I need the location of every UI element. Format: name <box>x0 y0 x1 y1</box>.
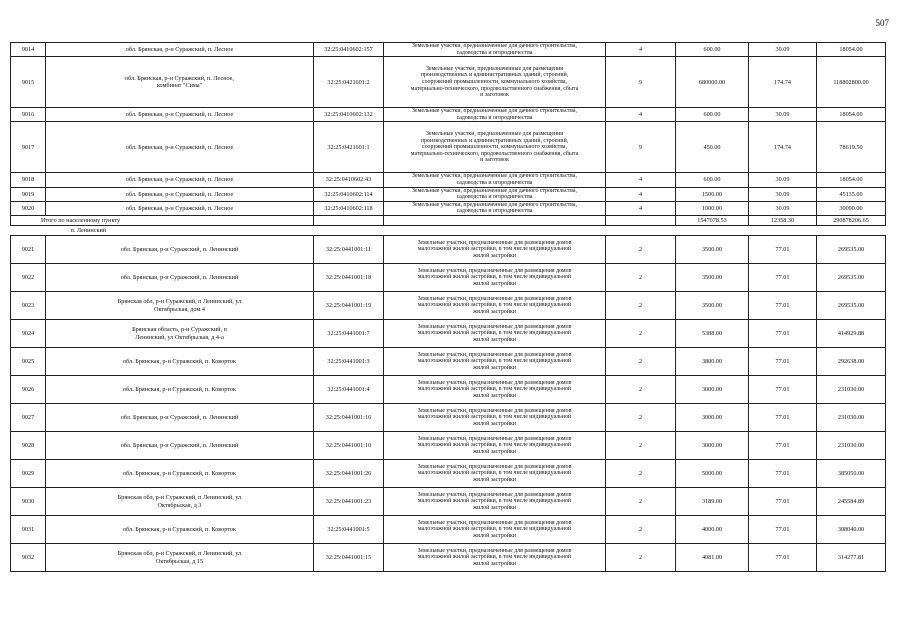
category-group: 2 <box>606 404 676 432</box>
category-group: 2 <box>606 376 676 404</box>
table-row <box>11 108 886 122</box>
area-value: 600.00 <box>676 43 749 57</box>
category-group: 2 <box>606 432 676 460</box>
rate-value: 174.74 <box>749 57 817 108</box>
address-cell-line: Октябрьская, д 3 <box>157 501 202 509</box>
address-cell-line: обл. Брянская, р-н Суражский, п. Коворток <box>123 358 236 366</box>
cadastral-number: 32:25:0410602:114 <box>314 187 384 201</box>
address-cell <box>46 488 314 516</box>
address-cell <box>46 187 314 201</box>
rate-value: 30.09 <box>749 201 817 215</box>
land-purpose-line: Земельные участки, предназначенные для дачного строительства, <box>412 201 577 208</box>
land-purpose-line: жилой застройки <box>473 504 516 511</box>
category-group: 2 <box>606 516 676 544</box>
address-cell-line: комбинат "Сима" <box>156 82 203 90</box>
address-cell-line: Брянская обл, р-н Суражский, п Ленинский, ул <box>117 494 242 502</box>
area-value: 1500.00 <box>676 187 749 201</box>
land-purpose-line: производственных и административных зданий, строений, <box>420 137 569 144</box>
cadastral-number: 32:25:0441001:18 <box>314 264 384 292</box>
table-row <box>11 264 886 292</box>
row-id: 9019 <box>11 187 46 201</box>
row-id: 9027 <box>11 404 46 432</box>
table-row <box>11 57 886 108</box>
land-purpose-line: Земельные участки, предназначенные для размещения домов <box>417 267 572 274</box>
land-purpose <box>384 348 606 376</box>
cadastral-number: 32:25:0441001:5 <box>314 516 384 544</box>
area-value: 3000.00 <box>676 376 749 404</box>
locality-heading: п. Ленинский <box>70 227 107 235</box>
cadastral-number: 32:25:0441001:4 <box>314 376 384 404</box>
cadastral-value: 292638.00 <box>817 348 886 376</box>
cadastral-value: 18054.00 <box>817 173 886 187</box>
address-cell <box>46 292 314 320</box>
area-value: 680000.00 <box>676 57 749 108</box>
category-group: 2 <box>606 292 676 320</box>
table-row <box>11 320 886 348</box>
cadastral-value: 269535.00 <box>817 292 886 320</box>
area-value: 3800.00 <box>676 348 749 376</box>
land-purpose-line: садоводства и огородничества <box>456 180 533 187</box>
row-id: 9026 <box>11 376 46 404</box>
rows-before <box>11 43 886 216</box>
table-row <box>11 544 886 572</box>
rows-after <box>11 236 886 572</box>
cadastral-value: 118802800.00 <box>817 57 886 108</box>
row-id: 9018 <box>11 173 46 187</box>
address-cell <box>46 376 314 404</box>
table-row <box>11 201 886 215</box>
land-purpose <box>384 187 606 201</box>
table-row <box>11 516 886 544</box>
land-purpose-line: Земельные участки, предназначенные для размещения домов <box>417 547 572 554</box>
locality-row <box>11 226 886 236</box>
land-purpose-line: и заготовок <box>480 92 509 99</box>
land-purpose <box>384 236 606 264</box>
row-id: 9015 <box>11 57 46 108</box>
address-cell-line: Октябрьская, дом 4 <box>154 305 205 313</box>
address-cell-line: обл. Брянская, р-н Суражский, п. Ленинский <box>120 442 239 450</box>
land-purpose-line: Земельные участки, предназначенные для дачного строительства, <box>412 187 577 194</box>
category-group: 2 <box>606 320 676 348</box>
total-value: 290878206.65 <box>817 216 886 226</box>
table-row <box>11 488 886 516</box>
land-purpose-line: жилой застройки <box>473 308 516 315</box>
area-value: 5000.00 <box>676 460 749 488</box>
area-value: 450.00 <box>676 122 749 173</box>
land-purpose-line: Земельные участки, предназначенные для размещения домов <box>417 295 572 302</box>
land-registry-table <box>10 42 886 572</box>
land-purpose <box>384 57 606 108</box>
land-purpose-line: Земельные участки, предназначенные для размещения домов <box>417 519 572 526</box>
cadastral-value: 308040.00 <box>817 516 886 544</box>
category-group: 2 <box>606 264 676 292</box>
land-purpose <box>384 173 606 187</box>
area-value: 5388.00 <box>676 320 749 348</box>
category-group: 4 <box>606 173 676 187</box>
rate-value: 77.01 <box>749 236 817 264</box>
land-purpose <box>384 201 606 215</box>
address-cell-line: обл. Брянская, р-н Суражский, п. Лесное <box>125 190 234 198</box>
land-purpose-line: малоэтажной жилой застройки, в том числе индивидуальной <box>417 554 572 561</box>
land-purpose-line: Земельные участки, предназначенные для размещения домов <box>417 379 572 386</box>
land-purpose <box>384 292 606 320</box>
cadastral-value: 231030.00 <box>817 432 886 460</box>
address-cell-line: Брянская обл, р-н Суражский, п Ленинский, ул <box>117 298 242 306</box>
cadastral-value: 269535.00 <box>817 264 886 292</box>
land-purpose-line: Земельные участки, предназначенные для размещения <box>425 65 563 72</box>
rate-value: 77.01 <box>749 516 817 544</box>
land-purpose-line: малоэтажной жилой застройки, в том числе индивидуальной <box>417 386 572 393</box>
address-cell <box>46 404 314 432</box>
cadastral-value: 231030.00 <box>817 376 886 404</box>
table-row <box>11 432 886 460</box>
table-row <box>11 236 886 264</box>
address-cell-line: Октябрьская, д 15 <box>155 557 204 565</box>
category-group: 2 <box>606 348 676 376</box>
address-cell-line: обл. Брянская, р-н Суражский, п. Коворток <box>123 386 236 394</box>
row-id: 9030 <box>11 488 46 516</box>
land-purpose-line: садоводства и огородничества <box>456 49 533 56</box>
rate-value: 77.01 <box>749 320 817 348</box>
area-value: 3500.00 <box>676 236 749 264</box>
cadastral-number: 32:25:0410602:157 <box>314 43 384 57</box>
area-value: 3189.00 <box>676 488 749 516</box>
total-label: Итого по населенному пункту <box>11 216 314 226</box>
land-purpose <box>384 544 606 572</box>
land-purpose-line: Земельные участки, предназначенные для размещения домов <box>417 463 572 470</box>
address-cell <box>46 264 314 292</box>
cadastral-number: 32:25:0421601:2 <box>314 57 384 108</box>
area-value: 600.00 <box>676 173 749 187</box>
land-purpose-line: Земельные участки, предназначенные для размещения домов <box>417 491 572 498</box>
row-id: 9032 <box>11 544 46 572</box>
land-purpose-line: Земельные участки, предназначенные для размещения домов <box>417 351 572 358</box>
row-id: 9023 <box>11 292 46 320</box>
rate-value: 77.01 <box>749 460 817 488</box>
table-row <box>11 404 886 432</box>
land-purpose-line: малоэтажной жилой застройки, в том числе индивидуальной <box>417 498 572 505</box>
category-group: 2 <box>606 488 676 516</box>
land-purpose-line: Земельные участки, предназначенные для дачного строительства, <box>412 43 577 49</box>
rate-value: 77.01 <box>749 348 817 376</box>
cadastral-value: 269535.00 <box>817 236 886 264</box>
address-cell <box>46 348 314 376</box>
address-cell <box>46 57 314 108</box>
cadastral-value: 314277.81 <box>817 544 886 572</box>
cadastral-value: 78619.50 <box>817 122 886 173</box>
cadastral-number: 32:25:0410602:132 <box>314 108 384 122</box>
total-section <box>11 216 886 236</box>
land-purpose-line: малоэтажной жилой застройки, в том числе индивидуальной <box>417 414 572 421</box>
land-purpose-line: жилой застройки <box>473 336 516 343</box>
land-purpose-line: малоэтажной жилой застройки, в том числе индивидуальной <box>417 442 572 449</box>
page-number: 507 <box>875 18 889 28</box>
rate-value: 77.01 <box>749 404 817 432</box>
land-purpose <box>384 376 606 404</box>
category-group: 4 <box>606 201 676 215</box>
rate-value: 77.01 <box>749 544 817 572</box>
total-empty-group <box>606 216 676 226</box>
cadastral-value: 414929.88 <box>817 320 886 348</box>
address-cell-line: Ленинский, ул Октябрьская, д 4-а <box>135 333 224 341</box>
table-row <box>11 43 886 57</box>
table-row <box>11 173 886 187</box>
row-id: 9014 <box>11 43 46 57</box>
row-id: 9016 <box>11 108 46 122</box>
cadastral-number: 32:25:0441001:23 <box>314 488 384 516</box>
category-group: 9 <box>606 57 676 108</box>
land-purpose <box>384 460 606 488</box>
row-id: 9020 <box>11 201 46 215</box>
category-group: 4 <box>606 187 676 201</box>
rate-value: 174.74 <box>749 122 817 173</box>
address-cell <box>46 201 314 215</box>
category-group: 2 <box>606 236 676 264</box>
land-purpose-line: сооружений промышленности, коммунального хозяйства, <box>421 144 568 151</box>
land-purpose-line: жилой застройки <box>473 392 516 399</box>
row-id: 9028 <box>11 432 46 460</box>
land-purpose-line: жилой застройки <box>473 420 516 427</box>
cadastral-number: 32:25:0410602:43 <box>314 173 384 187</box>
land-purpose-line: малоэтажной жилой застройки, в том числе индивидуальной <box>417 246 572 253</box>
cadastral-value: 45135.00 <box>817 187 886 201</box>
row-id: 9031 <box>11 516 46 544</box>
address-cell-line: обл. Брянская, р-н Суражский, п. Ленинский <box>120 414 239 422</box>
category-group: 4 <box>606 108 676 122</box>
rate-value: 77.01 <box>749 488 817 516</box>
land-purpose-line: материально-технического, продовольственного снабжения, сбыта <box>410 150 579 157</box>
land-purpose-line: садоводства и огородничества <box>456 114 533 121</box>
table-row <box>11 460 886 488</box>
land-purpose-line: жилой застройки <box>473 280 516 287</box>
cadastral-value: 231030.00 <box>817 404 886 432</box>
land-purpose-line: производственных и административных зданий, строений, <box>420 72 569 79</box>
area-value: 1000.00 <box>676 201 749 215</box>
address-cell-line: обл. Брянская, р-н Суражский, п. Лесное <box>125 176 234 184</box>
row-id: 9029 <box>11 460 46 488</box>
address-cell <box>46 320 314 348</box>
rate-value: 30.09 <box>749 173 817 187</box>
row-id: 9022 <box>11 264 46 292</box>
address-cell <box>46 43 314 57</box>
rate-value: 77.01 <box>749 292 817 320</box>
address-cell <box>46 108 314 122</box>
address-cell-line: обл. Брянская, р-н Суражский, п. Лесное, <box>125 75 234 83</box>
land-purpose-line: Земельные участки, предназначенные для размещения домов <box>417 239 572 246</box>
area-value: 600.00 <box>676 108 749 122</box>
address-cell <box>46 236 314 264</box>
address-cell <box>46 432 314 460</box>
land-purpose <box>384 122 606 173</box>
area-value: 3000.00 <box>676 404 749 432</box>
land-purpose-line: жилой застройки <box>473 560 516 567</box>
land-purpose-line: сооружений промышленности, коммунального хозяйства, <box>421 78 568 85</box>
cadastral-value: 18054.00 <box>817 43 886 57</box>
table-row <box>11 187 886 201</box>
cadastral-number: 32:25:0421601:1 <box>314 122 384 173</box>
address-cell-line: обл. Брянская, р-н Суражский, п. Ленинский <box>120 274 239 282</box>
area-value: 4000.00 <box>676 516 749 544</box>
table-row <box>11 122 886 173</box>
area-value: 3000.00 <box>676 432 749 460</box>
land-purpose-line: Земельные участки, предназначенные для размещения <box>425 130 563 137</box>
address-cell-line: обл. Брянская, р-н Суражский, п. Коворток <box>123 470 236 478</box>
land-purpose <box>384 488 606 516</box>
area-value: 3500.00 <box>676 292 749 320</box>
land-purpose-line: малоэтажной жилой застройки, в том числе индивидуальной <box>417 526 572 533</box>
total-row <box>11 216 886 226</box>
rate-value: 77.01 <box>749 432 817 460</box>
land-purpose <box>384 264 606 292</box>
category-group: 2 <box>606 460 676 488</box>
table-row <box>11 348 886 376</box>
cadastral-value: 385050.00 <box>817 460 886 488</box>
land-purpose <box>384 404 606 432</box>
address-cell-line: обл. Брянская, р-н Суражский, п. Лесное <box>125 204 234 212</box>
land-purpose-line: Земельные участки, предназначенные для дачного строительства, <box>412 108 577 115</box>
rate-value: 30.09 <box>749 108 817 122</box>
land-purpose-line: Земельные участки, предназначенные для размещения домов <box>417 323 572 330</box>
land-purpose <box>384 432 606 460</box>
land-purpose <box>384 108 606 122</box>
address-cell <box>46 122 314 173</box>
cadastral-value: 18054.00 <box>817 108 886 122</box>
rate-value: 30.09 <box>749 187 817 201</box>
cadastral-number: 32:25:0441001:7 <box>314 320 384 348</box>
area-value: 4081.00 <box>676 544 749 572</box>
cadastral-number: 32:25:0410602:118 <box>314 201 384 215</box>
row-id: 9025 <box>11 348 46 376</box>
land-purpose <box>384 320 606 348</box>
land-purpose-line: малоэтажной жилой застройки, в том числе индивидуальной <box>417 302 572 309</box>
category-group: 9 <box>606 122 676 173</box>
land-purpose-line: Земельные участки, предназначенные для размещения домов <box>417 435 572 442</box>
land-purpose-line: жилой застройки <box>473 532 516 539</box>
land-purpose-line: садоводства и огородничества <box>456 208 533 215</box>
address-cell <box>46 173 314 187</box>
land-purpose-line: жилой застройки <box>473 448 516 455</box>
land-purpose-line: малоэтажной жилой застройки, в том числе индивидуальной <box>417 274 572 281</box>
category-group: 2 <box>606 544 676 572</box>
row-id: 9021 <box>11 236 46 264</box>
land-purpose-line: материально-технического, продовольственного снабжения, сбыта <box>410 85 579 92</box>
total-empty-purpose <box>384 216 606 226</box>
total-empty-cadastral <box>314 216 384 226</box>
table-row <box>11 376 886 404</box>
cadastral-number: 32:25:0441001:11 <box>314 236 384 264</box>
cadastral-number: 32:25:0441001:3 <box>314 348 384 376</box>
land-purpose <box>384 43 606 57</box>
address-cell <box>46 516 314 544</box>
cadastral-number: 32:25:0441001:16 <box>314 404 384 432</box>
cadastral-number: 32:25:0441001:19 <box>314 292 384 320</box>
table-row <box>11 292 886 320</box>
row-id: 9024 <box>11 320 46 348</box>
rate-value: 77.01 <box>749 376 817 404</box>
address-cell-line: Брянская область, р-н Суражский, п <box>132 326 227 334</box>
rate-value: 77.01 <box>749 264 817 292</box>
land-purpose <box>384 516 606 544</box>
land-purpose-line: малоэтажной жилой застройки, в том числе индивидуальной <box>417 470 572 477</box>
area-value: 3500.00 <box>676 264 749 292</box>
category-group: 4 <box>606 43 676 57</box>
address-cell <box>46 544 314 572</box>
address-cell <box>46 460 314 488</box>
address-cell-line: Брянская обл, р-н Суражский, п Ленинский, ул <box>117 550 242 558</box>
cadastral-value: 245584.89 <box>817 488 886 516</box>
land-purpose-line: жилой застройки <box>473 476 516 483</box>
total-area: 1547078.53 <box>676 216 749 226</box>
address-cell-line: обл. Брянская, р-н Суражский, п. Коворток <box>123 526 236 534</box>
address-cell-line: обл. Брянская, р-н Суражский, п. Лесное <box>125 111 234 119</box>
address-cell-line: обл. Брянская, р-н Суражский, п. Ленинский <box>120 246 239 254</box>
address-cell-line: обл. Брянская, р-н Суражский, п. Лесное <box>125 46 234 54</box>
address-cell-line: обл. Брянская, р-н Суражский, п. Лесное <box>125 143 234 151</box>
land-purpose-line: малоэтажной жилой застройки, в том числе индивидуальной <box>417 330 572 337</box>
rate-value: 30.09 <box>749 43 817 57</box>
cadastral-number: 32:25:0441001:15 <box>314 544 384 572</box>
cadastral-number: 32:25:0441001:10 <box>314 432 384 460</box>
land-purpose-line: жилой застройки <box>473 252 516 259</box>
land-purpose-line: и заготовок <box>480 157 509 164</box>
cadastral-number: 32:25:0441001:26 <box>314 460 384 488</box>
land-purpose-line: жилой застройки <box>473 364 516 371</box>
land-purpose-line: садоводства и огородничества <box>456 194 533 201</box>
row-id: 9017 <box>11 122 46 173</box>
land-purpose-line: Земельные участки, предназначенные для дачного строительства, <box>412 173 577 180</box>
land-purpose-line: Земельные участки, предназначенные для размещения домов <box>417 407 572 414</box>
cadastral-value: 30090.00 <box>817 201 886 215</box>
land-purpose-line: малоэтажной жилой застройки, в том числе индивидуальной <box>417 358 572 365</box>
total-rate: 12358.30 <box>749 216 817 226</box>
